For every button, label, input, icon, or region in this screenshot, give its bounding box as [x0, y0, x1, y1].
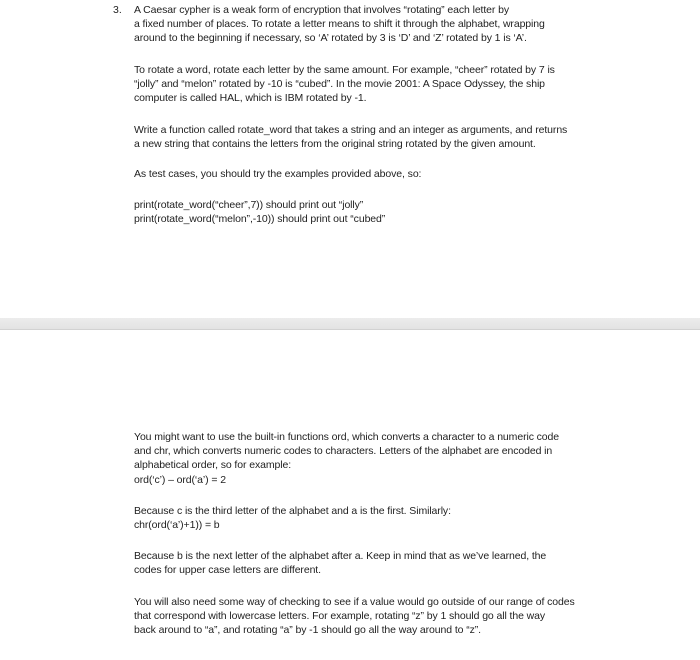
code-line: chr(ord(‘a’)+1)) = b — [134, 519, 220, 532]
intro-paragraph — [134, 3, 634, 46]
document-page-2 — [0, 329, 700, 660]
paragraph-line: “jolly” and “melon” rotated by -10 is “cubed”. In the movie 2001: A Space Odyssey, the ship — [134, 78, 545, 91]
document-page-1 — [0, 0, 700, 318]
question-number: 3. — [113, 4, 122, 16]
third-letter-paragraph — [134, 504, 634, 532]
write-function-paragraph — [134, 123, 634, 151]
paragraph-line: Because b is the next letter of the alphabet after a. Keep in mind that as we’ve learned, the — [134, 550, 547, 562]
paragraph-line: around to the beginning if necessary, so ‘A’ rotated by 3 is ‘D’ and ‘Z’ rotated by 1 is ‘A’. — [134, 32, 527, 45]
paragraph-line: To rotate a word, rotate each letter by the same amount. For example, “cheer” rotated by 7 is — [134, 64, 555, 76]
test-cases-intro — [134, 167, 634, 181]
test-cases — [134, 198, 634, 226]
paragraph-line: Write a function called rotate_word that takes a string and an integer as arguments, and returns — [134, 124, 568, 136]
paragraph-line: A Caesar cypher is a weak form of encryption that involves “rotating” each letter by — [134, 4, 510, 16]
code-line: print(rotate_word(“melon”,-10)) should print out “cubed” — [134, 213, 386, 226]
builtins-paragraph — [134, 430, 634, 487]
paragraph-line: that correspond with lowercase letters. For example, rotating “z” by 1 should go all the way — [134, 610, 546, 623]
paragraph-line: back around to “a”, and rotating “a” by -1 should go all the way around to “z”. — [134, 624, 481, 637]
paragraph-line: a fixed number of places. To rotate a letter means to shift it through the alphabet, wrapping — [134, 18, 545, 31]
code-line: ord(‘c’) – ord(‘a’) = 2 — [134, 473, 226, 486]
paragraph-line: a new string that contains the letters from the original string rotated by the given amount. — [134, 138, 536, 151]
code-line: print(rotate_word(“cheer”,7)) should print out “jolly” — [134, 199, 364, 211]
range-check-paragraph — [134, 595, 634, 638]
paragraph-line: alphabetical order, so for example: — [134, 459, 292, 472]
paragraph-line: Because c is the third letter of the alphabet and a is the first. Similarly: — [134, 505, 451, 517]
page-separator — [0, 318, 700, 329]
paragraph-line: computer is called HAL, which is IBM rotated by -1. — [134, 92, 367, 105]
paragraph-line: You might want to use the built-in functions ord, which converts a character to a numeric code — [134, 431, 560, 443]
paragraph-line: As test cases, you should try the examples provided above, so: — [134, 168, 422, 180]
next-letter-paragraph — [134, 549, 634, 577]
paragraph-line: codes for upper case letters are different. — [134, 564, 321, 577]
paragraph-line: You will also need some way of checking to see if a value would go outside of our range of codes — [134, 596, 575, 608]
paragraph-line: and chr, which converts numeric codes to characters. Letters of the alphabet are encoded in — [134, 445, 553, 458]
rotate-word-paragraph — [134, 63, 634, 106]
